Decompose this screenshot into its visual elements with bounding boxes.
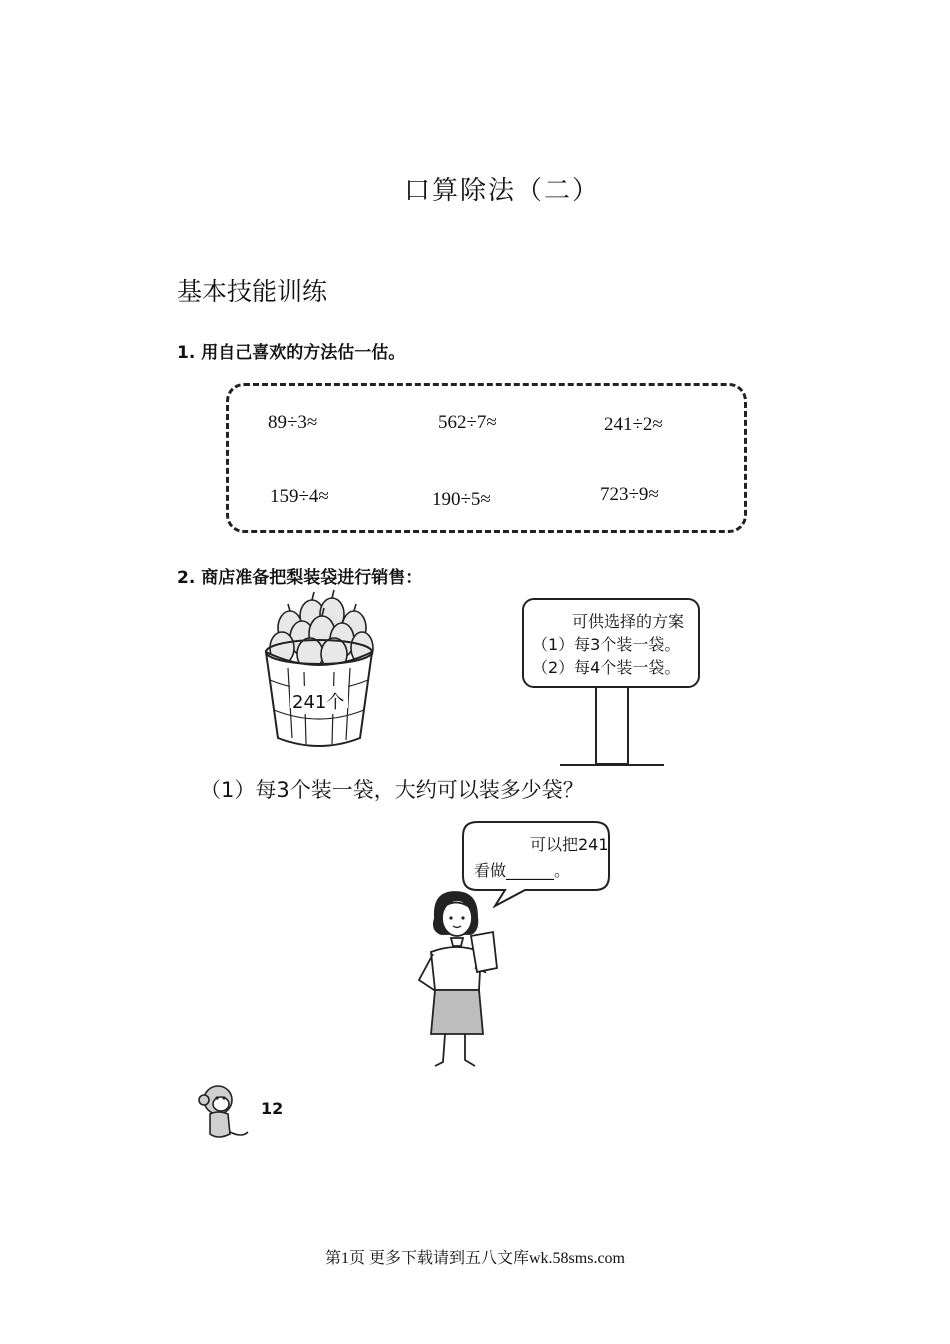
sub-question-1: （1）每3个装一袋，大约可以装多少袋？ [200,778,584,802]
exercise-item: 723÷9≈ [600,484,659,505]
bubble-line-1: 可以把241 [530,835,609,854]
exercise-item: 241÷2≈ [604,414,663,435]
sign-ground-line [560,764,664,766]
basket-label: 241个 [292,688,344,714]
page-title: 口算除法（二） [403,176,600,206]
exercise-item: 89÷3≈ [268,412,318,433]
page-number: 12 [261,1099,284,1118]
sign-title: 可供选择的方案 [571,612,684,631]
monkey-icon [196,1082,252,1142]
sign-option: （1）每3个装一袋。 [532,635,681,654]
pear-basket-illustration [262,588,376,748]
girl-illustration [405,888,505,1070]
exercise-item: 190÷5≈ [432,489,491,510]
exercise-item: 562÷7≈ [438,412,497,433]
sign-option: （2）每4个装一袋。 [532,658,681,677]
bubble-line-2: 看做______。 [474,861,571,880]
section-heading: 基本技能训练 [177,277,328,306]
sign-post [595,688,629,765]
question-1-prompt: 1. 用自己喜欢的方法估一估。 [177,343,406,363]
exercise-item: 159÷4≈ [270,486,329,507]
page-footer: 第1页 更多下载请到五八文库wk.58sms.com [324,1250,625,1267]
plan-sign [522,598,700,688]
question-2-prompt: 2. 商店准备把梨装袋进行销售： [177,568,423,588]
